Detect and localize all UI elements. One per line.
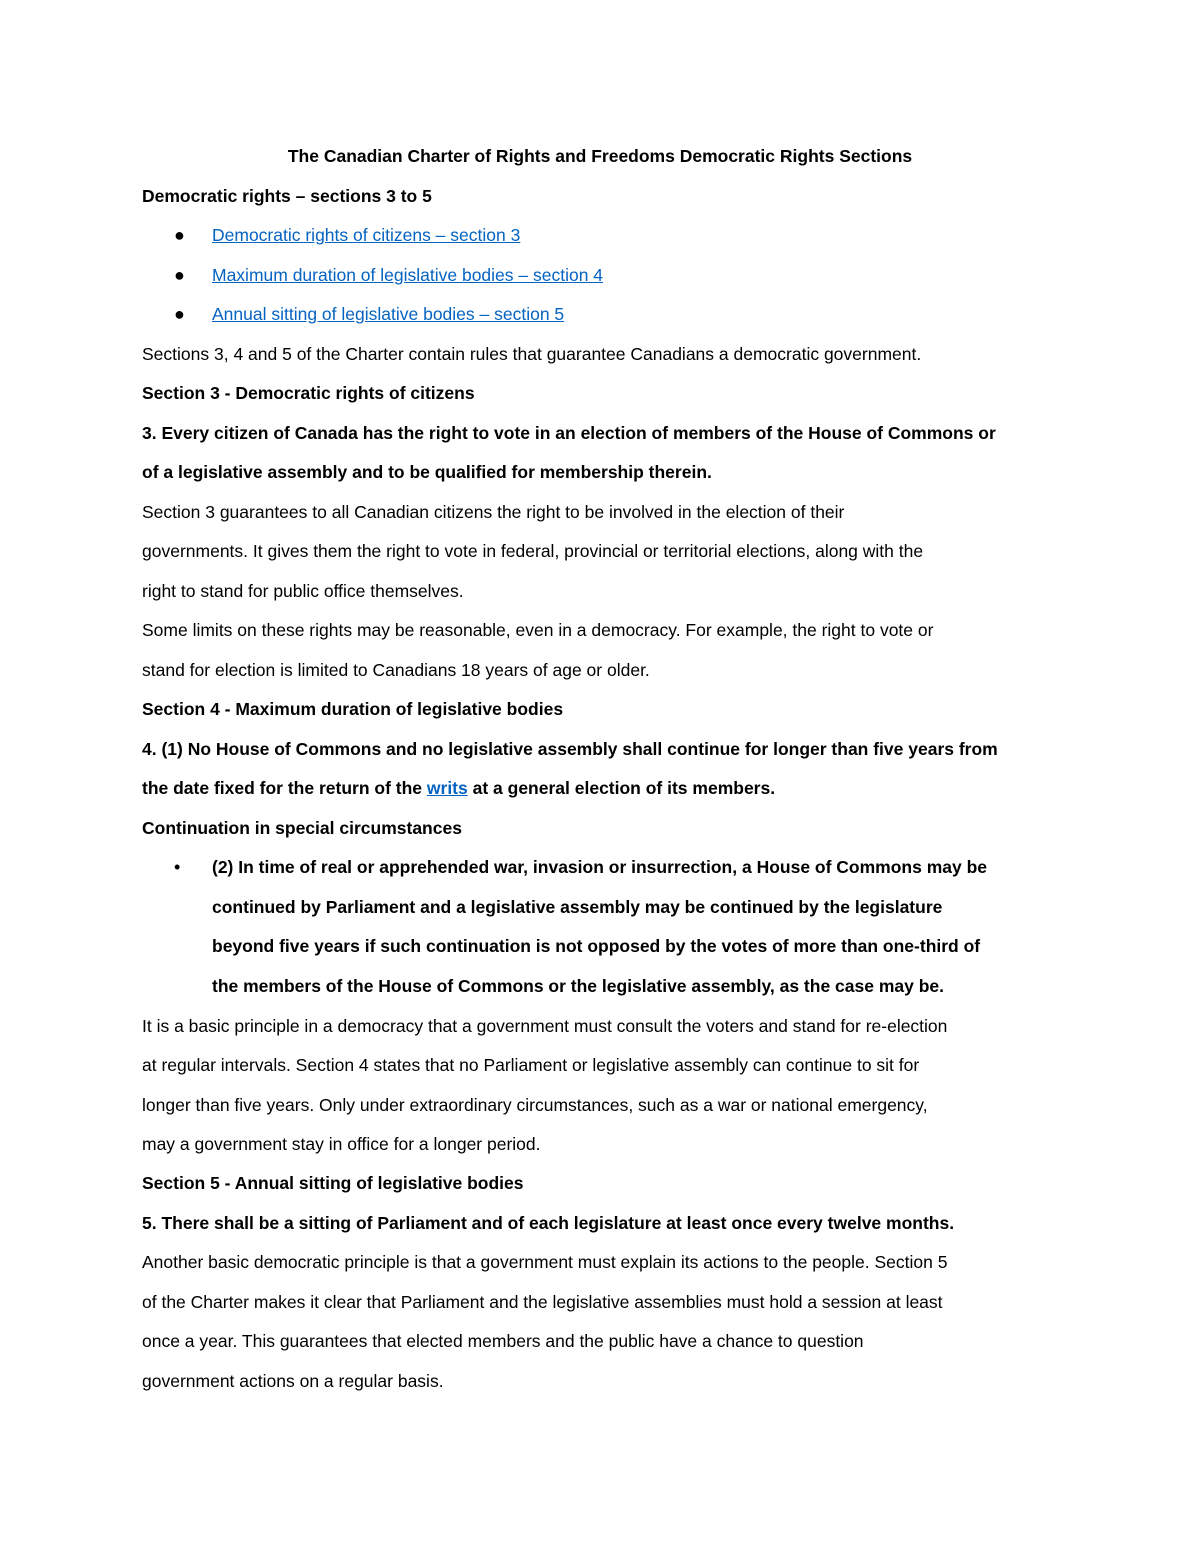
section-5-heading: Section 5 - Annual sitting of legislative bodies xyxy=(142,1173,524,1193)
section-5-paragraph-line: government actions on a regular basis. xyxy=(142,1371,444,1391)
section-3-limits-line: Some limits on these rights may be reasonable, even in a democracy. For example, the right to vote or xyxy=(142,620,934,640)
section-5-paragraph-line: Another basic democratic principle is that a government must explain its actions to the people. Section 5 xyxy=(142,1252,948,1272)
continuation-line: continued by Parliament and a legislative assembly may be continued by the legislature xyxy=(212,897,943,917)
writs-link[interactable]: writs xyxy=(426,778,468,798)
section-3-law-line: 3. Every citizen of Canada has the right to vote in an election of members of the House of Commons or xyxy=(142,423,996,443)
section-3-law-line: of a legislative assembly and to be qualified for membership therein. xyxy=(142,462,712,482)
section-5-paragraph-line: of the Charter makes it clear that Parliament and the legislative assemblies must hold a session at least xyxy=(142,1292,943,1312)
link-section-4-text[interactable]: Maximum duration of legislative bodies – section 4 xyxy=(212,265,604,285)
section-3-paragraph-line: governments. It gives them the right to vote in federal, provincial or territorial elections, along with the xyxy=(142,541,924,561)
section-3-paragraph-line: right to stand for public office themselves. xyxy=(142,581,464,601)
section-4-paragraph-line: longer than five years. Only under extraordinary circumstances, such as a war or national emergency, xyxy=(142,1095,928,1115)
section-3-limits-line: stand for election is limited to Canadians 18 years of age or older. xyxy=(142,660,650,680)
section-5-paragraph-line: once a year. This guarantees that elected members and the public have a chance to question xyxy=(142,1331,864,1351)
section-4-law-line: 4. (1) No House of Commons and no legislative assembly shall continue for longer than five years from xyxy=(142,739,998,759)
section-4-paragraph-line: It is a basic principle in a democracy that a government must consult the voters and stand for re-election xyxy=(142,1016,948,1036)
continuation-line: the members of the House of Commons or the legislative assembly, as the case may be. xyxy=(212,976,945,996)
document-title: The Canadian Charter of Rights and Freedoms Democratic Rights Sections xyxy=(287,146,913,166)
bullet-icon: ● xyxy=(174,225,185,245)
section-4-heading: Section 4 - Maximum duration of legislative bodies xyxy=(142,699,564,719)
link-section-3-text[interactable]: Democratic rights of citizens – section 3 xyxy=(212,225,521,245)
section-3-paragraph-line: Section 3 guarantees to all Canadian citizens the right to be involved in the election of their xyxy=(142,502,845,522)
bullet-icon: ● xyxy=(174,304,185,324)
continuation-line: beyond five years if such continuation is not opposed by the votes of more than one-third of xyxy=(212,936,981,956)
bullet-icon: • xyxy=(174,857,181,877)
section-4-paragraph-line: may a government stay in office for a longer period. xyxy=(142,1134,541,1154)
section-4-law-line-2 xyxy=(142,777,775,799)
law-text-after: at a general election of its members. xyxy=(467,778,776,798)
continuation-line: (2) In time of real or apprehended war, invasion or insurrection, a House of Commons may be xyxy=(212,857,988,877)
section-4-paragraph-line: at regular intervals. Section 4 states that no Parliament or legislative assembly can continue to sit for xyxy=(142,1055,920,1075)
intro-heading: Democratic rights – sections 3 to 5 xyxy=(142,186,432,206)
law-text-before: the date fixed for the return of the xyxy=(142,778,427,798)
section-3-heading: Section 3 - Democratic rights of citizens xyxy=(142,383,475,403)
link-section-3[interactable] xyxy=(212,224,520,246)
link-section-5[interactable] xyxy=(212,303,564,325)
section-5-law: 5. There shall be a sitting of Parliament and of each legislature at least once every twelve months. xyxy=(142,1213,955,1233)
bullet-icon: ● xyxy=(174,265,185,285)
continuation-subheading: Continuation in special circumstances xyxy=(142,818,462,838)
link-section-4[interactable] xyxy=(212,264,603,286)
intro-paragraph: Sections 3, 4 and 5 of the Charter contain rules that guarantee Canadians a democratic government. xyxy=(142,344,922,364)
link-section-5-text[interactable]: Annual sitting of legislative bodies – section 5 xyxy=(212,304,565,324)
